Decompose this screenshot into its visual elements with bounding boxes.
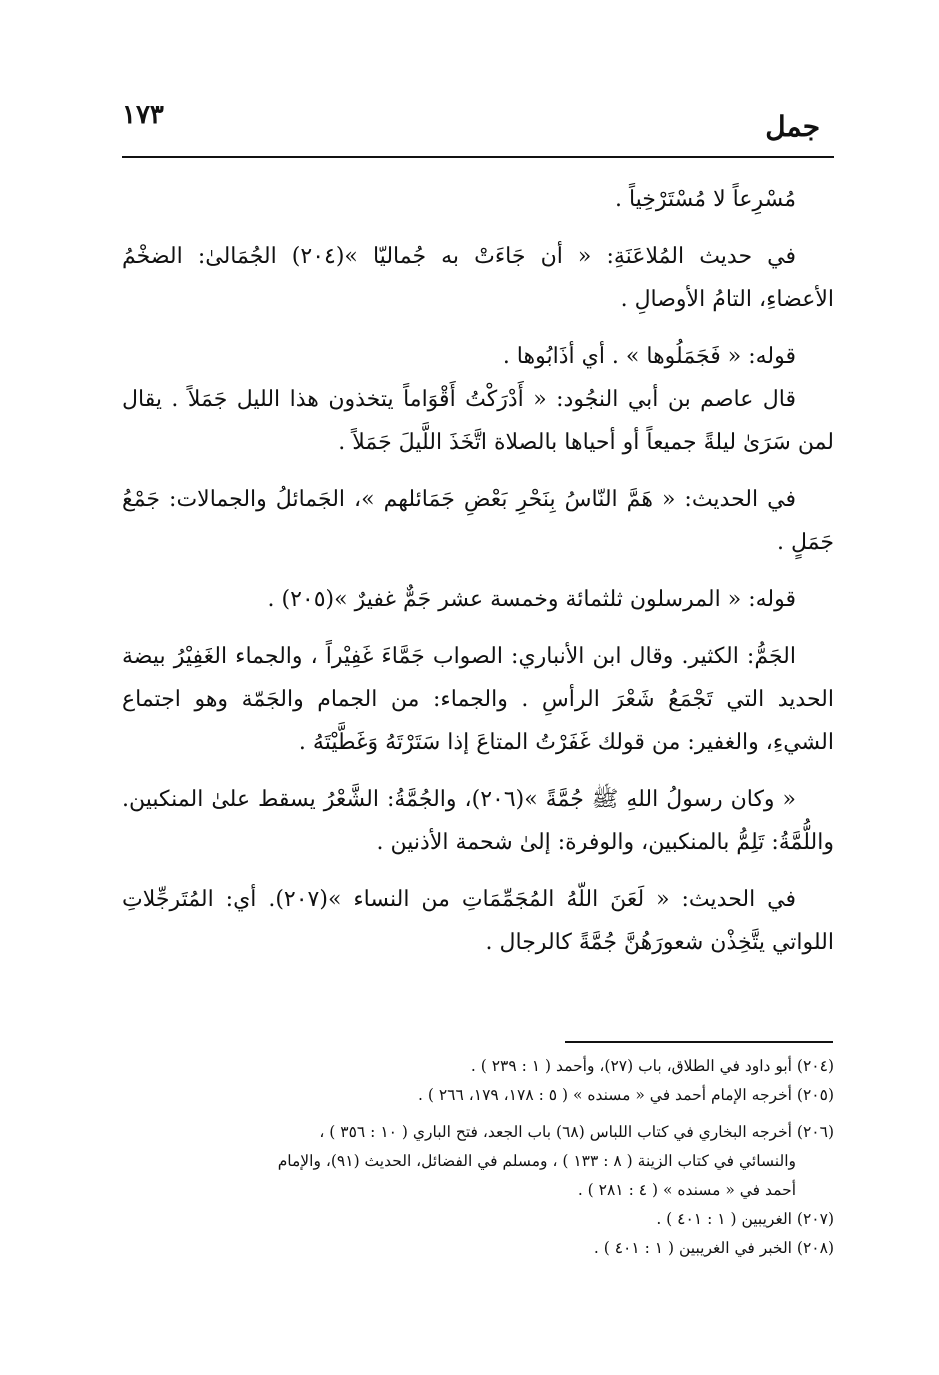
paragraph-1: مُسْرِعاً لا مُسْتَرْخِياً . (614, 187, 796, 212)
footnote-206-continued-2: أحمد في « مسنده » ( ٤ : ٢٨١ ) . (577, 1181, 796, 1199)
footnotes (122, 1052, 834, 1263)
page-header (122, 92, 832, 152)
paragraph-9: في الحديث: « لَعَنَ اللّهُ المُجَمِّمَاتِ من النساء »(٢٠٧). أي: المُتَرجِّلاتِ اللواتي يتَّخِذْن شعورَهُنَّ جُمَّةً كالرجال . (122, 887, 834, 955)
paragraph-7: الجَمُّ: الكثير. وقال ابن الأنباري: الصواب جَمَّاءَ غَفِيْراً ، والجماء الغَفِيْرُ بيضة الحديد التي تَجْمَعُ شَعْرَ الرأسِ . والجماء: من الجمام والجَمّة وهو اجتماع الشيءِ، والغفير: من قولك غَفَرْتُ المتاعَ إذا سَتَرْتَهُ وَغَطَّيْتَهُ . (122, 644, 834, 755)
paragraph-8: « وكان رسولُ اللهِ ﷺ جُمَّةً »(٢٠٦)، والجُمَّةُ: الشَّعْرُ يسقط علىٰ المنكبين. واللُّمَّةُ: تَلِمُّ بالمنكبين، والوفرة: إلىٰ شحمة الأذنين . (122, 787, 834, 855)
running-head: جمل (765, 110, 820, 143)
footnote-204: (٢٠٤) أبو داود في الطلاق، باب (٢٧)، وأحمد ( ١ : ٢٣٩ ) . (470, 1057, 834, 1075)
footnote-206: (٢٠٦) أخرجه البخاري في كتاب اللباس (٦٨) باب الجعد، فتح الباري ( ١٠ : ٣٥٦ ) ، (319, 1123, 834, 1141)
paragraph-4: قال عاصم بن أبي النجُود: « أَدْرَكْتُ أَقْوَاماً يتخذون هذا الليل جَمَلاً . يقال لمن سَرَىٰ ليلةً جميعاً أو أحياها بالصلاة اتَّخَذَ اللَّيلَ جَمَلاً . (122, 387, 834, 455)
footnote-206-continued: والنسائي في كتاب الزينة ( ٨ : ١٣٣ ) ، ومسلم في الفضائل، الحديث (٩١)، والإمام (277, 1152, 796, 1170)
page-number: ١٧٣ (122, 100, 164, 130)
footnote-207: (٢٠٧) الغريبين ( ١ : ٤٠١ ) . (656, 1210, 834, 1228)
header-rule (122, 156, 834, 158)
footnote-205: (٢٠٥) أخرجه الإمام أحمد في « مسنده » ( ٥ : ١٧٨، ١٧٩، ٢٦٦ ) . (418, 1086, 834, 1104)
paragraph-2: في حديث المُلاعَنَةِ: « أن جَاءَتْ به جُماليّا »(٢٠٤) الجُمَالىٰ: الضخْمُ الأعضاءِ، التامُ الأوصالِ . (122, 244, 834, 312)
paragraph-6: قوله: « المرسلون ثلثمائة وخمسة عشر جَمٌّ غفيرٌ »(٢٠٥) . (267, 587, 796, 612)
paragraph-5: في الحديث: « هَمَّ النّاسُ بِنَحْرِ بَعْضِ جَمَائلهم »، الجَمائلُ والجمالات: جَمْعُ جَمَلٍ . (122, 487, 834, 555)
paragraph-3: قوله: « فَجَمَلُوها » . أي أذَابُوها . (502, 344, 796, 369)
footnote-rule (565, 1041, 833, 1043)
main-text (122, 178, 834, 978)
footnote-208: (٢٠٨) الخبر في الغريبين ( ١ : ٤٠١ ) . (593, 1239, 834, 1257)
